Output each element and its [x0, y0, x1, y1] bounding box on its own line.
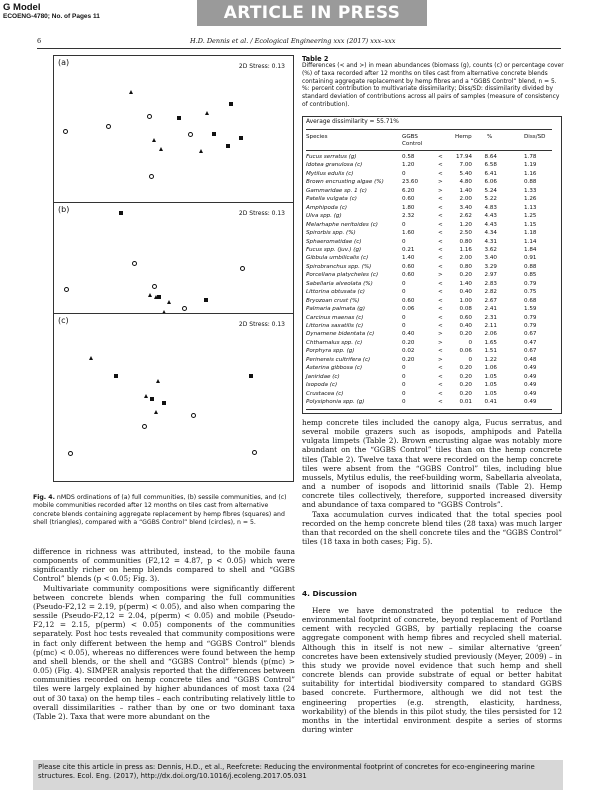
- hemp-cell: 2.00: [459, 255, 472, 262]
- control-point: [188, 132, 193, 137]
- panel-c-label: (c): [58, 316, 69, 325]
- hemp-cell: 5.40: [459, 170, 472, 177]
- species-cell: Carcinus maenas (c): [306, 314, 364, 321]
- direction-cell: <: [438, 365, 443, 372]
- hemp-point: [204, 298, 208, 302]
- control-point: [106, 124, 111, 129]
- panel-b-label: (b): [58, 205, 70, 214]
- percent-cell: 1.06: [484, 365, 497, 372]
- nmds-panel-b: [53, 202, 294, 315]
- species-cell: Isopoda (c): [306, 382, 338, 389]
- hemp-cell: 0: [468, 339, 472, 346]
- hemp-cell: 0.60: [459, 314, 472, 321]
- species-cell: Bryozoan crust (%): [306, 297, 360, 304]
- diss-sd-cell: 0.75: [524, 289, 537, 296]
- figure-caption: [33, 494, 296, 527]
- percent-cell: 2.06: [484, 331, 497, 338]
- diss-sd-cell: 1.25: [524, 213, 537, 220]
- ggbs-cell: 1.80: [402, 204, 415, 211]
- ggbs-cell: 6.20: [402, 187, 415, 194]
- right-paragraph-1: hemp concrete tiles included the canopy alga, Fucus serratus, and several mobile grazers such as isopods, amphipods and Patella vulgata limpets (Table 2). Brown encrusting algae was notably more abundant on the “GGBS Control” tiles than on the hemp concrete tiles (Table 2). Twelve taxa that were recorded on the hemp concrete tiles were absent from the “GGBS Control” tiles, including blue mussels, Mytilus edulis, the reef-building worm, Sabellaria alveolata, and a number of isopods and littorinid snails (Table 2). Hemp concrete tiles collectively, therefore, supported increased diversity and abundance of taxa compared to “GGBS Controls”.: [302, 418, 562, 510]
- ggbs-cell: 0.60: [402, 272, 415, 279]
- hemp-cell: 3.40: [459, 204, 472, 211]
- percent-cell: 1.05: [484, 382, 497, 389]
- control-point: [191, 413, 196, 418]
- hemp-cell: 0.80: [459, 238, 472, 245]
- panel-a-label: (a): [58, 58, 70, 67]
- control-point: [68, 451, 73, 456]
- shell-point: [167, 300, 171, 304]
- ggbs-cell: 0: [402, 399, 406, 406]
- direction-cell: <: [438, 221, 443, 228]
- control-point: [147, 114, 152, 119]
- percent-cell: 3.29: [484, 263, 497, 270]
- percent-cell: 2.31: [484, 314, 497, 321]
- hemp-cell: 0.40: [459, 289, 472, 296]
- header-divider: [37, 48, 561, 49]
- section-heading: 4. Discussion: [302, 589, 357, 598]
- table-rule: [306, 150, 552, 151]
- direction-cell: <: [438, 323, 443, 329]
- diss-sd-cell: 1.15: [524, 221, 537, 228]
- running-head: H.D. Dennis et al. / Ecological Engineering xxx (2017) xxx–xxx: [190, 37, 396, 45]
- species-cell: Brown encrusting algae (%): [306, 179, 384, 186]
- hemp-cell: 2.62: [459, 213, 472, 220]
- species-cell: Amphipoda (c): [306, 204, 348, 211]
- diss-sd-cell: 1.59: [524, 306, 537, 313]
- hemp-cell: 1.20: [459, 221, 472, 228]
- right-column-text: [302, 418, 562, 546]
- species-cell: Palmaria palmata (g): [306, 306, 366, 313]
- hemp-cell: 0.08: [459, 306, 472, 313]
- hemp-cell: 4.80: [459, 179, 472, 186]
- ggbs-cell: 0: [402, 238, 406, 245]
- ggbs-cell: 0: [402, 221, 406, 228]
- direction-cell: <: [438, 204, 443, 211]
- left-paragraph-1: difference in richness was attributed, instead, to the mobile fauna components of communities (F2,12 = 4.87, p < 0.05) which were significantly richer on hemp blends compared to shell and “GGBS Control” blends (p < 0.05; Fig. 3).: [33, 547, 295, 584]
- percent-cell: 3.40: [484, 255, 497, 262]
- hemp-point: [177, 116, 181, 120]
- control-point: [132, 261, 137, 266]
- direction-cell: >: [438, 272, 443, 279]
- percent-cell: 1.51: [484, 348, 497, 355]
- table-caption: Differences (< and >) in mean abundances (biomass (g), counts (c) or percentage cover (%) of taxa recorded after 12 months on tiles cast from alternative concrete blends containing aggregate replacement by hemp fibres and a “GGBS Control” blend, n = 5. %: percent contribution to multivariate dissimilarity; Diss/SD: dissimilarity divided by standard deviation of contributions across all pairs of samples (measure of consistency of contribution).: [302, 63, 564, 108]
- percent-cell: 1.22: [484, 356, 497, 363]
- table-rule: [306, 409, 552, 410]
- diss-sd-cell: 0.79: [524, 314, 537, 321]
- shell-point: [154, 295, 158, 299]
- hemp-cell: 0.80: [459, 263, 472, 270]
- direction-cell: <: [438, 238, 443, 245]
- percent-cell: 1.65: [484, 339, 497, 346]
- ggbs-cell: 0.21: [402, 246, 415, 253]
- percent-cell: 2.41: [484, 306, 497, 313]
- ggbs-cell: 0.58: [402, 154, 415, 160]
- diss-sd-cell: 1.33: [524, 187, 537, 194]
- hemp-cell: 0.20: [459, 272, 472, 279]
- hemp-cell: 1.00: [459, 297, 472, 304]
- diss-sd-cell: 0.67: [524, 331, 537, 338]
- diss-sd-cell: 0.48: [524, 356, 537, 363]
- percent-cell: 4.43: [484, 221, 497, 228]
- hemp-cell: 0.20: [459, 373, 472, 380]
- discussion-text: [302, 606, 562, 734]
- direction-cell: >: [438, 339, 443, 346]
- direction-cell: <: [438, 263, 443, 270]
- diss-sd-cell: 1.13: [524, 204, 537, 211]
- species-cell: Sabellaria alveolata (%): [306, 280, 373, 287]
- left-column-text: [33, 547, 295, 721]
- species-cell: Fucus spp. (juv.) (g): [306, 246, 362, 253]
- shell-point: [205, 111, 209, 115]
- ggbs-cell: 0.02: [402, 348, 415, 355]
- direction-cell: <: [438, 246, 443, 253]
- table-title: Table 2: [302, 55, 329, 63]
- direction-cell: <: [438, 280, 443, 287]
- ggbs-cell: 1.20: [402, 162, 415, 169]
- panel-a-stress: 2D Stress: 0.13: [238, 63, 285, 70]
- hemp-cell: 7.00: [459, 162, 472, 169]
- diss-sd-cell: 0.49: [524, 382, 537, 389]
- diss-sd-cell: 0.79: [524, 280, 537, 287]
- hemp-cell: 2.00: [459, 196, 472, 203]
- direction-cell: <: [438, 213, 443, 220]
- diss-sd-cell: 1.78: [524, 154, 537, 160]
- nmds-panel-a: [53, 55, 294, 204]
- diss-sd-cell: 1.84: [524, 246, 537, 253]
- nmds-panel-c: [53, 313, 294, 482]
- shell-point: [159, 147, 163, 151]
- right-paragraph-2: Taxa accumulation curves indicated that the total species pool recorded on the hemp concrete blend tiles (28 taxa) was much larger than that recorded on the shell concrete tiles and the “GGBS Control” tiles (18 taxa in both cases; Fig. 5).: [302, 509, 562, 547]
- direction-cell: <: [438, 306, 443, 313]
- diss-sd-cell: 0.47: [524, 339, 537, 346]
- hemp-point: [226, 144, 230, 148]
- ggbs-cell: 0.40: [402, 331, 415, 338]
- direction-cell: <: [438, 289, 443, 296]
- diss-sd-cell: 1.19: [524, 162, 537, 169]
- hemp-point: [239, 136, 243, 140]
- hemp-cell: 0.20: [459, 365, 472, 372]
- control-point: [182, 306, 187, 311]
- percent-cell: 2.97: [484, 272, 497, 279]
- ggbs-cell: 0: [402, 382, 406, 389]
- direction-cell: >: [438, 179, 443, 186]
- direction-cell: <: [438, 382, 443, 389]
- panel-b-stress: 2D Stress: 0.13: [238, 210, 285, 217]
- species-cell: Sphaeromatidae (c): [306, 238, 362, 245]
- control-point: [152, 284, 157, 289]
- right-paragraph-3: Here we have demonstrated the potential to reduce the environmental footprint of concrete, beyond replacement of Portland cement with recycled GGBS, by partially replacing the coarse aggregate component with hemp fibres and recycled shell material. Although this in itself is not new – similar alternative ‘green’ concretes have been extensively studied previously (Meyer, 2009) – in this study we provide novel evidence that such hemp and shell concrete blends can provide substrate of equal or better habitat suitability for intertidal biodiversity compared to standard GGBS based concrete. Furthermore, although we did not test the engineering properties (e.g. strength, elasticity, hardness, workability) of the blends in this pilot study, the tiles persisted for 12 months in the intertidal environment despite a series of storms during winter: [302, 606, 562, 735]
- diss-sd-cell: 0.79: [524, 323, 537, 329]
- species-cell: Ulva spp. (g): [306, 213, 342, 220]
- percent-cell: 6.06: [484, 179, 497, 186]
- diss-sd-cell: 0.68: [524, 297, 537, 304]
- hemp-point: [212, 132, 216, 136]
- diss-sd-cell: 0.88: [524, 263, 537, 270]
- species-cell: Littorina obtusata (c): [306, 289, 365, 296]
- ggbs-cell: 0.20: [402, 339, 415, 346]
- hemp-cell: 0: [468, 356, 472, 363]
- header-hemp: Hemp: [455, 134, 472, 140]
- control-point: [64, 287, 69, 292]
- percent-cell: 8.64: [484, 154, 497, 160]
- diss-sd-cell: 1.16: [524, 170, 537, 177]
- species-cell: Janiridae (c): [306, 373, 340, 380]
- hemp-point: [114, 374, 118, 378]
- ggbs-cell: 1.40: [402, 255, 415, 262]
- figure-caption-text: nMDS ordinations of (a) full communities, (b) sessile communities, and (c) mobile communities recorded after 12 months on tiles cast from alternative concrete blends containing aggregate replacement by hemp fibres (squares) and shell (triangles), compared with a “GGBS Control” blend (circles), n = 5.: [33, 494, 287, 526]
- percent-cell: 6.41: [484, 170, 497, 177]
- species-cell: Polysiphonia spp. (g): [306, 399, 365, 406]
- ggbs-cell: 0.06: [402, 306, 415, 313]
- species-cell: Fucus serratus (g): [306, 154, 357, 160]
- control-point: [252, 450, 257, 455]
- species-cell: Littorina saxatilis (c): [306, 323, 364, 329]
- percent-cell: 1.05: [484, 373, 497, 380]
- ggbs-cell: 1.60: [402, 230, 415, 237]
- shell-point: [156, 379, 160, 383]
- g-model-label: G Model: [3, 2, 41, 13]
- ggbs-cell: 0: [402, 280, 406, 287]
- species-cell: Perinereis cultrifera (c): [306, 356, 371, 363]
- percent-cell: 1.05: [484, 390, 497, 397]
- shell-point: [148, 293, 152, 297]
- percent-cell: 2.67: [484, 297, 497, 304]
- direction-cell: <: [438, 230, 443, 237]
- ggbs-cell: 0: [402, 323, 406, 329]
- direction-cell: <: [438, 348, 443, 355]
- panel-c-stress: 2D Stress: 0.13: [238, 321, 285, 328]
- ggbs-cell: 0.60: [402, 196, 415, 203]
- direction-cell: <: [438, 162, 443, 169]
- journal-code: [3, 13, 100, 20]
- table-rule: [306, 129, 552, 130]
- percent-cell: 3.62: [484, 246, 497, 253]
- species-cell: Idotea granulosa (c): [306, 162, 363, 169]
- percent-cell: 6.58: [484, 162, 497, 169]
- hemp-cell: 0.06: [459, 348, 472, 355]
- control-point: [240, 266, 245, 271]
- direction-cell: <: [438, 373, 443, 380]
- hemp-cell: 0.20: [459, 390, 472, 397]
- ggbs-cell: 0: [402, 390, 406, 397]
- header-diss-sd: Diss/SD: [524, 134, 546, 140]
- ggbs-cell: 23.60: [402, 179, 419, 186]
- percent-cell: 5.22: [484, 196, 497, 203]
- shell-point: [89, 356, 93, 360]
- species-cell: Spirobranchus spp. (%): [306, 263, 372, 270]
- species-cell: Crustacea (c): [306, 390, 344, 397]
- diss-sd-cell: 1.26: [524, 196, 537, 203]
- journal-code-id: ECOENG-4780;: [3, 13, 50, 20]
- ggbs-cell: 0.60: [402, 263, 415, 270]
- percent-cell: 2.11: [484, 323, 497, 329]
- diss-sd-cell: 0.85: [524, 272, 537, 279]
- control-point: [142, 424, 147, 429]
- diss-sd-cell: 0.67: [524, 348, 537, 355]
- direction-cell: <: [438, 196, 443, 203]
- diss-sd-cell: 1.18: [524, 230, 537, 237]
- ggbs-cell: 0: [402, 170, 406, 177]
- species-cell: Gibbula umbilicalis (c): [306, 255, 369, 262]
- diss-sd-cell: 0.91: [524, 255, 537, 262]
- article-in-press-banner: ARTICLE IN PRESS: [197, 0, 427, 26]
- species-cell: Gammaridae sp. 1 (c): [306, 187, 367, 194]
- figure-caption-label: Fig. 4.: [33, 494, 55, 501]
- shell-point: [152, 138, 156, 142]
- species-cell: Patella vulgata (c): [306, 196, 357, 203]
- diss-sd-cell: 0.88: [524, 179, 537, 186]
- header-ggbs: GGBS: [402, 134, 418, 140]
- direction-cell: <: [438, 170, 443, 177]
- hemp-point: [162, 401, 166, 405]
- ggbs-cell: 0: [402, 289, 406, 296]
- hemp-point: [150, 397, 154, 401]
- shell-point: [129, 90, 133, 94]
- hemp-cell: 0.40: [459, 323, 472, 329]
- diss-sd-cell: 0.49: [524, 399, 537, 406]
- species-cell: Spirorbis spp. (%): [306, 230, 356, 237]
- header-percent: %: [487, 134, 493, 140]
- ggbs-cell: 0.20: [402, 356, 415, 363]
- hemp-cell: 2.50: [459, 230, 472, 237]
- direction-cell: >: [438, 331, 443, 338]
- ggbs-cell: 0: [402, 314, 406, 321]
- direction-cell: <: [438, 297, 443, 304]
- control-point: [63, 129, 68, 134]
- hemp-cell: 1.16: [459, 246, 472, 253]
- species-cell: Asterina gibbosa (c): [306, 365, 363, 372]
- percent-cell: 5.24: [484, 187, 497, 194]
- shell-point: [199, 149, 203, 153]
- percent-cell: 4.31: [484, 238, 497, 245]
- species-cell: Melarhaphe neritoides (c): [306, 221, 378, 228]
- header-control: Control: [402, 141, 423, 147]
- header-species: Species: [306, 134, 328, 140]
- species-cell: Mytilus edulis (c): [306, 170, 354, 177]
- hemp-point: [229, 102, 233, 106]
- ggbs-cell: 2.32: [402, 213, 415, 220]
- hemp-cell: 0.20: [459, 331, 472, 338]
- percent-cell: 2.82: [484, 289, 497, 296]
- page-count: No. of Pages 11: [51, 13, 100, 20]
- direction-cell: <: [438, 314, 443, 321]
- ggbs-cell: 0.60: [402, 297, 415, 304]
- diss-sd-cell: 0.49: [524, 373, 537, 380]
- direction-cell: >: [438, 356, 443, 363]
- species-cell: Dynamene bidentata (c): [306, 331, 375, 338]
- percent-cell: 4.43: [484, 213, 497, 220]
- citation-text[interactable]: Please cite this article in press as: Dennis, H.D., et al., Reefcrete: Reducing the environmental footprint of concretes for eco-engineering marine structures. Ecol. Eng. (2017), http://dx.doi.org/10.1016/j.ecoleng.2017.05.031: [38, 763, 535, 781]
- direction-cell: <: [438, 399, 443, 406]
- percent-cell: 4.34: [484, 230, 497, 237]
- shell-point: [154, 410, 158, 414]
- hemp-cell: 0.01: [459, 399, 472, 406]
- percent-cell: 4.83: [484, 204, 497, 211]
- hemp-cell: 1.40: [459, 187, 472, 194]
- diss-sd-cell: 0.49: [524, 365, 537, 372]
- control-point: [149, 174, 154, 179]
- page-number: 6: [37, 37, 42, 45]
- species-cell: Porcellana platycheles (c): [306, 272, 379, 279]
- average-dissimilarity: Average dissimilarity = 55.71%: [306, 119, 399, 125]
- hemp-point: [249, 374, 253, 378]
- hemp-cell: 0.20: [459, 382, 472, 389]
- ggbs-cell: 0: [402, 365, 406, 372]
- diss-sd-cell: 0.49: [524, 390, 537, 397]
- shell-point: [144, 394, 148, 398]
- direction-cell: <: [438, 154, 443, 160]
- hemp-point: [119, 211, 123, 215]
- species-cell: Chthamalus spp. (c): [306, 339, 363, 346]
- left-paragraph-2: Multivariate community compositions were significantly different between concrete blends when comparing the full communities (Pseudo-F2,12 = 2.19, p(perm) < 0.05), and also when comparing the sessile (Pseudo-F2,12 = 2.04, p(perm) < 0.05) and mobile (Pseudo-F2,12 = 2.15, p(perm) < 0.05) components of the communities separately. Post hoc tests revealed that community compositions were in fact only different between the hemp and “GGBS Control” blends (p(mc) < 0.05), whereas no differences were found between the hemp and shell blends, or the shell and “GGBS Control” blends (p(mc) > 0.05) (Fig. 4). SIMPER analysis reported that the differences between communities recorded on hemp concrete tiles and “GGBS Control” tiles were largely explained by higher abundances of most taxa (24 out of 30 taxa) on the hemp tiles – each contributing relatively little to overall dissimilarities – rather than by one or two dominant taxa (Table 2). Taxa that were more abundant on the: [33, 583, 295, 721]
- direction-cell: <: [438, 390, 443, 397]
- diss-sd-cell: 1.14: [524, 238, 537, 245]
- percent-cell: 0.41: [484, 399, 497, 406]
- species-cell: Porphyra spp. (g): [306, 348, 355, 355]
- hemp-cell: 17.94: [455, 154, 472, 160]
- percent-cell: 2.83: [484, 280, 497, 287]
- hemp-cell: 1.40: [459, 280, 472, 287]
- direction-cell: <: [438, 255, 443, 262]
- direction-cell: >: [438, 187, 443, 194]
- ggbs-cell: 0: [402, 373, 406, 380]
